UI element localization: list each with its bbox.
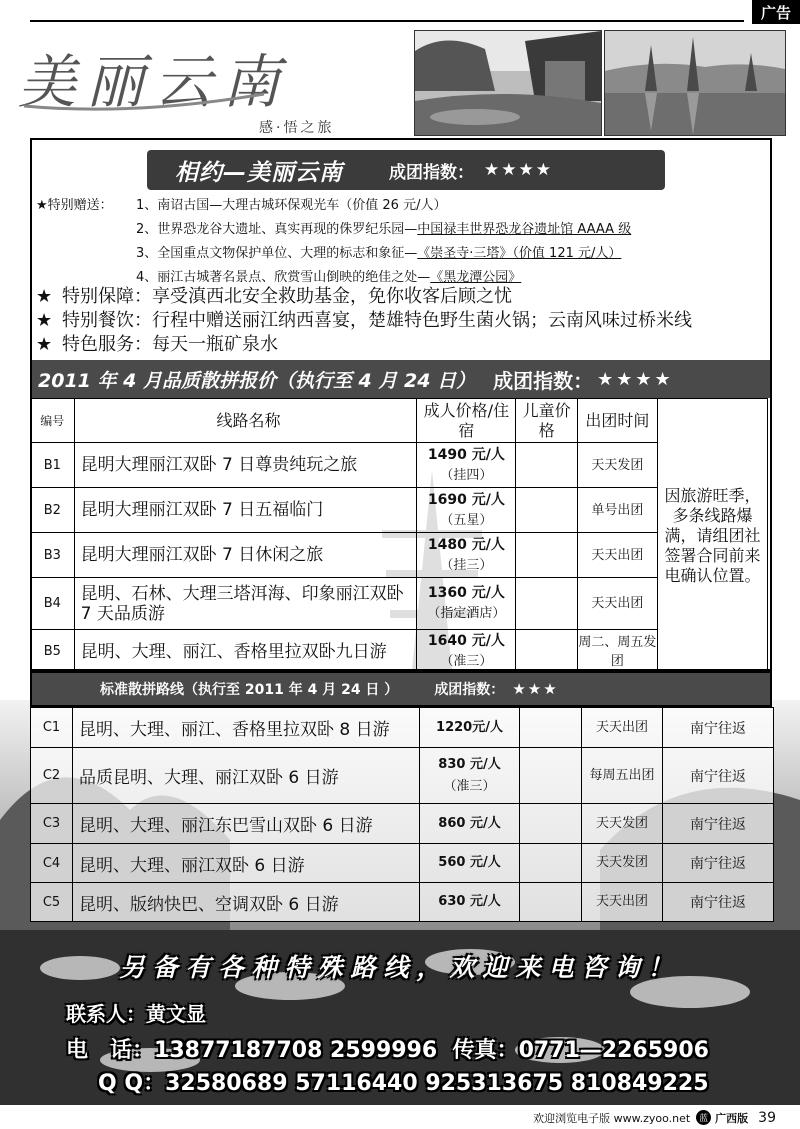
- col-price-header: 成人价格/住宿: [417, 399, 516, 443]
- premium-route-table: [30, 398, 768, 671]
- qq-label: Q Q：: [98, 1071, 166, 1096]
- footer-edition: 广西版: [715, 1111, 749, 1125]
- child-price: [520, 804, 582, 844]
- stay-value: （五星）: [440, 512, 493, 528]
- gift-text: 1、南诏古国—大理古城环保观光车（价值 26 元/人）: [136, 198, 447, 213]
- price-value: 630 元/人: [438, 894, 501, 909]
- stay-value: （准三）: [443, 778, 496, 794]
- price-bar-index-stars: ★★★★: [597, 368, 674, 390]
- feature-text: 特色服务：每天一瓶矿泉水: [62, 334, 278, 355]
- route-price: [417, 578, 516, 630]
- header-rule: [30, 20, 744, 22]
- table-row: [31, 630, 768, 672]
- feature-dining: [36, 308, 692, 334]
- gift-lead: ★特别赠送：: [36, 198, 113, 213]
- feature-text: 特别餐饮：行程中赠送丽江纳西喜宴，楚雄特色野生菌火锅；云南风味过桥米线: [62, 310, 692, 331]
- slogan: 另备有各种特殊路线，欢迎来电咨询！: [119, 953, 681, 982]
- route-price: [417, 488, 516, 533]
- price-value: 1690 元/人: [427, 491, 505, 508]
- route-price: [420, 748, 520, 804]
- route-price: [420, 883, 520, 922]
- child-price: [520, 748, 582, 804]
- route-price: [420, 708, 520, 748]
- child-price: [516, 443, 577, 488]
- depart-time: 天天发团: [577, 443, 657, 488]
- std-bar-title: 标准散拼路线（执行至 2011 年 4 月 24 日 ）: [100, 682, 399, 698]
- child-price: [516, 488, 577, 533]
- std-bar-index-label: 成团指数：: [434, 682, 505, 698]
- route-name: 昆明、石林、大理三塔洱海、印象丽江双卧 7 天品质游: [74, 578, 417, 630]
- route-price: [417, 533, 516, 578]
- price-value: 1480 元/人: [427, 536, 505, 553]
- table-row: [31, 708, 774, 748]
- child-price: [520, 844, 582, 883]
- route-name: 昆明、版纳快巴、空调双卧 6 日游: [73, 883, 420, 922]
- route-price: [420, 844, 520, 883]
- price-bar: [32, 360, 770, 398]
- depart-time: 周二、周五发团: [577, 630, 657, 672]
- gift-highlight: 《崇圣寺·三塔》（价值 121 元/人）: [417, 246, 622, 261]
- table-row: [31, 533, 768, 578]
- route-name: 昆明大理丽江双卧 7 日尊贵纯玩之旅: [74, 443, 417, 488]
- fax-label: 传真：: [452, 1038, 519, 1063]
- depart-time: 天天出团: [577, 533, 657, 578]
- col-child-header: 儿童价格: [516, 399, 577, 443]
- route-code: C2: [31, 748, 73, 804]
- feature-service: [36, 332, 278, 358]
- qq-numbers: 32580689 57116440 925313675 810849225: [165, 1071, 709, 1096]
- promo-frame: [30, 138, 772, 671]
- contact-person-name: 黄文显: [146, 1002, 206, 1026]
- departure-city: 南宁往返: [663, 844, 774, 883]
- phone-label: 电 话：: [66, 1038, 155, 1063]
- route-name: 品质昆明、大理、丽江双卧 6 日游: [73, 748, 420, 804]
- route-code: B4: [31, 578, 75, 630]
- departure-city: 南宁往返: [663, 883, 774, 922]
- ad-tag: 广告: [752, 0, 800, 24]
- contact-person-label: 联系人：: [66, 1002, 146, 1026]
- route-code: C5: [31, 883, 73, 922]
- contact-qq: [98, 1066, 709, 1097]
- gift-text: 3、全国重点文物保护单位、大理的标志和象征—: [136, 246, 418, 261]
- depart-time: 每周五出团: [582, 748, 663, 804]
- table-header-row: [31, 399, 768, 443]
- price-value: 1360 元/人: [427, 585, 505, 601]
- table-row: [31, 443, 768, 488]
- child-price: [516, 578, 577, 630]
- page-footer: [0, 1106, 800, 1129]
- child-price: [520, 883, 582, 922]
- logo-tagline: 感·悟之旅: [259, 120, 335, 134]
- route-code: B2: [31, 488, 75, 533]
- depart-time: 天天发团: [582, 844, 663, 883]
- contact-phone: [66, 1033, 709, 1064]
- table-row: [31, 578, 768, 630]
- depart-time: 天天出团: [582, 708, 663, 748]
- stay-value: （挂四）: [440, 467, 493, 483]
- stay-value: （指定酒店）: [427, 606, 506, 621]
- star-icon: ★: [36, 286, 53, 307]
- route-name: 昆明、大理、丽江双卧 6 日游: [73, 844, 420, 883]
- logo-main-text: 美丽云南: [18, 48, 291, 116]
- photo-three-pagodas: [604, 30, 786, 136]
- price-value: 1490 元/人: [427, 446, 505, 463]
- phone-numbers: 13877187708 2599996: [154, 1038, 438, 1063]
- stay-value: （准三）: [440, 654, 493, 669]
- std-bar-index-stars: ★★★: [512, 680, 559, 698]
- promo-index-label: 成团指数：: [389, 162, 474, 183]
- page-number: 39: [758, 1109, 776, 1126]
- price-value: 860 元/人: [438, 815, 501, 831]
- feature-guarantee: [36, 284, 512, 310]
- stay-value: （挂三）: [440, 557, 493, 573]
- table-row: [31, 883, 774, 922]
- gift-highlight: 中国禄丰世界恐龙谷遗址馆 AAAA 级: [417, 222, 632, 237]
- route-price: [417, 630, 516, 672]
- route-code: B5: [31, 630, 75, 672]
- feature-text: 特别保障：享受滇西北安全救助基金，免你收客后顾之忧: [62, 286, 512, 307]
- price-value: 560 元/人: [438, 855, 501, 870]
- route-name: 昆明大理丽江双卧 7 日五福临门: [74, 488, 417, 533]
- price-value: 1640 元/人: [427, 633, 505, 649]
- route-name: 昆明、大理、丽江东巴雪山双卧 6 日游: [73, 804, 420, 844]
- route-price: [417, 443, 516, 488]
- route-code: B1: [31, 443, 75, 488]
- route-code: B3: [31, 533, 75, 578]
- route-name: 昆明、大理、丽江、香格里拉双卧九日游: [74, 630, 417, 672]
- contact-person: [66, 998, 206, 1027]
- table-row: [31, 748, 774, 804]
- route-price: [420, 804, 520, 844]
- price-value: 1220元/人: [436, 719, 503, 735]
- standard-route-bar: [30, 671, 772, 707]
- promo-title-bar: [147, 150, 665, 190]
- gift-text: 2、世界恐龙谷大遗址、真实再现的侏罗纪乐园—: [136, 222, 418, 237]
- route-code: C1: [31, 708, 73, 748]
- depart-time: 天天出团: [582, 883, 663, 922]
- col-code-header: 编号: [31, 399, 75, 443]
- photo-temple-garden: [414, 30, 602, 136]
- table-row: [31, 488, 768, 533]
- fax-number: 0771—2265906: [518, 1038, 709, 1063]
- route-name: 昆明、大理、丽江、香格里拉双卧 8 日游: [73, 708, 420, 748]
- child-price: [516, 533, 577, 578]
- child-price: [516, 630, 577, 672]
- booking-note: 因旅游旺季，多条线路爆满，请组团社签署合同前来电确认位置。: [658, 399, 768, 672]
- standard-route-table: [30, 707, 774, 922]
- promo-index-stars: ★★★★: [484, 160, 553, 180]
- depart-time: 天天发团: [582, 804, 663, 844]
- star-icon: ★: [36, 334, 53, 355]
- departure-city: 南宁往返: [663, 708, 774, 748]
- route-code: C4: [31, 844, 73, 883]
- table-row: [31, 844, 774, 883]
- departure-city: 南宁往返: [663, 804, 774, 844]
- price-value: 830 元/人: [438, 756, 501, 772]
- gift-highlight: 《黑龙潭公园》: [430, 270, 522, 285]
- price-bar-title: 2011 年 4 月品质散拼报价（执行至 4 月 24 日）: [38, 369, 476, 392]
- footer-site: 欢迎浏览电子版 www.zyoo.net: [533, 1111, 691, 1125]
- child-price: [520, 708, 582, 748]
- star-icon: ★: [36, 310, 53, 331]
- route-name: 昆明大理丽江双卧 7 日休闲之旅: [74, 533, 417, 578]
- depart-time: 天天出团: [577, 578, 657, 630]
- route-code: C3: [31, 804, 73, 844]
- departure-city: 南宁往返: [663, 748, 774, 804]
- promo-title: 相约—美丽云南: [175, 159, 343, 186]
- depart-time: 单号出团: [577, 488, 657, 533]
- logo: [14, 36, 404, 134]
- col-depart-header: 出团时间: [577, 399, 657, 443]
- table-row: [31, 804, 774, 844]
- gift-text: 4、丽江古城著名景点、欣赏雪山倒映的绝佳之处—: [136, 270, 431, 285]
- price-bar-index-label: 成团指数：: [493, 368, 594, 393]
- col-name-header: 线路名称: [74, 399, 417, 443]
- badge-icon: 蓝: [696, 1110, 711, 1125]
